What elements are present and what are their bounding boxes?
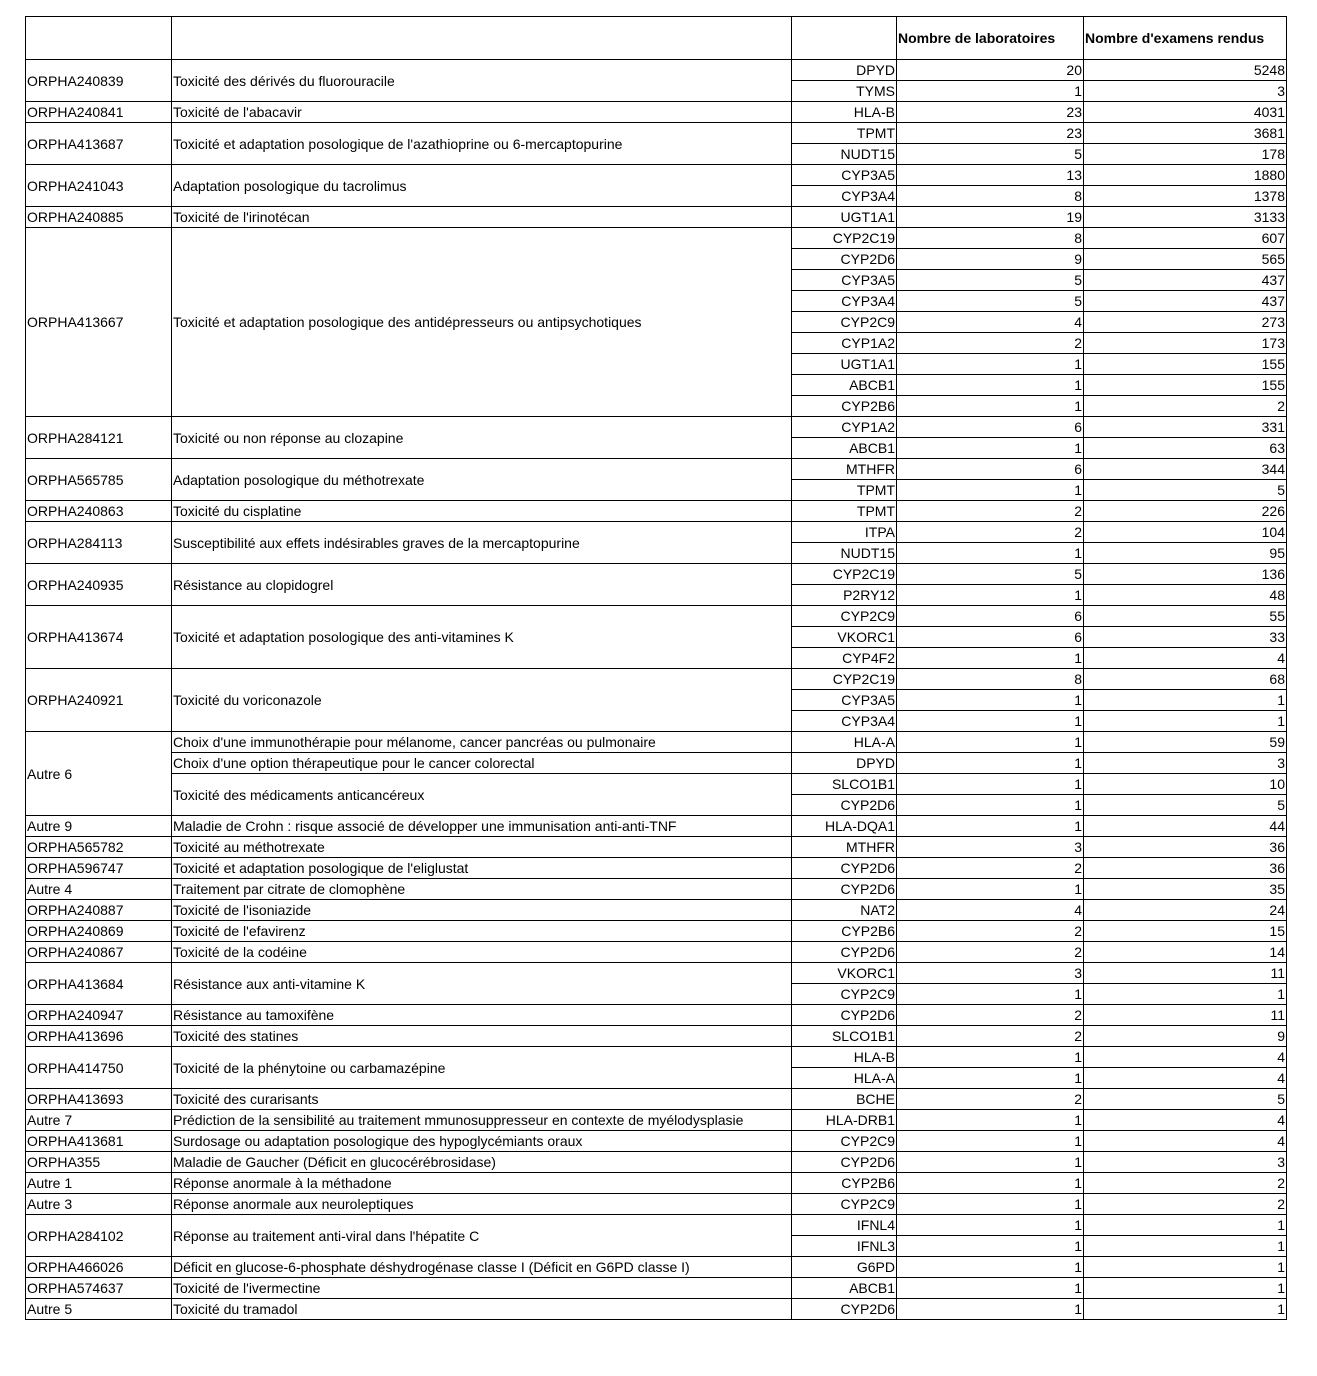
orpha-code: Autre 3 [26, 1194, 172, 1215]
orpha-code: ORPHA284102 [26, 1215, 172, 1257]
exam-count: 33 [1084, 627, 1287, 648]
exam-count: 55 [1084, 606, 1287, 627]
gene-name: CYP3A5 [792, 270, 897, 291]
exam-count: 36 [1084, 837, 1287, 858]
gene-name: UGT1A1 [792, 354, 897, 375]
indication-description: Déficit en glucose-6-phosphate déshydrogénase classe I (Déficit en G6PD classe I) [172, 1257, 792, 1278]
indication-description: Maladie de Gaucher (Déficit en glucocérébrosidase) [172, 1152, 792, 1173]
exam-count: 1 [1084, 984, 1287, 1005]
lab-count: 1 [897, 816, 1084, 837]
orpha-code: ORPHA413693 [26, 1089, 172, 1110]
lab-count: 6 [897, 459, 1084, 480]
table-row [26, 942, 1287, 963]
orpha-code: Autre 9 [26, 816, 172, 837]
indication-description: Toxicité de l'abacavir [172, 102, 792, 123]
lab-count: 1 [897, 1194, 1084, 1215]
exam-count: 4 [1084, 1131, 1287, 1152]
gene-name: CYP3A4 [792, 186, 897, 207]
orpha-code: Autre 7 [26, 1110, 172, 1131]
table-row [26, 1194, 1287, 1215]
indication-description: Prédiction de la sensibilité au traitement mmunosuppresseur en contexte de myélodysplasie [172, 1110, 792, 1131]
gene-name: HLA-A [792, 1068, 897, 1089]
exam-count: 1 [1084, 1215, 1287, 1236]
exam-count: 1 [1084, 1236, 1287, 1257]
lab-count: 1 [897, 795, 1084, 816]
lab-count: 1 [897, 984, 1084, 1005]
exam-count: 4 [1084, 1110, 1287, 1131]
table-row [26, 1152, 1287, 1173]
exam-count: 1 [1084, 1257, 1287, 1278]
lab-count: 9 [897, 249, 1084, 270]
gene-name: BCHE [792, 1089, 897, 1110]
table-row [26, 522, 1287, 543]
gene-name: CYP3A5 [792, 165, 897, 186]
exam-count: 565 [1084, 249, 1287, 270]
exam-count: 331 [1084, 417, 1287, 438]
header-row [26, 17, 1287, 60]
indication-description: Réponse anormale à la méthadone [172, 1173, 792, 1194]
lab-count: 1 [897, 732, 1084, 753]
gene-name: CYP2D6 [792, 1005, 897, 1026]
gene-name: TYMS [792, 81, 897, 102]
orpha-code: ORPHA241043 [26, 165, 172, 207]
exam-count: 5 [1084, 795, 1287, 816]
lab-count: 13 [897, 165, 1084, 186]
lab-count: 1 [897, 1152, 1084, 1173]
lab-count: 8 [897, 228, 1084, 249]
indication-description: Toxicité des statines [172, 1026, 792, 1047]
exam-count: 24 [1084, 900, 1287, 921]
exam-count: 3681 [1084, 123, 1287, 144]
lab-count: 5 [897, 144, 1084, 165]
lab-count: 1 [897, 375, 1084, 396]
indication-description: Surdosage ou adaptation posologique des hypoglycémiants oraux [172, 1131, 792, 1152]
gene-name: CYP2D6 [792, 795, 897, 816]
gene-name: UGT1A1 [792, 207, 897, 228]
header-description [172, 17, 792, 60]
gene-name: VKORC1 [792, 627, 897, 648]
indication-description: Maladie de Crohn : risque associé de développer une immunisation anti-anti-TNF [172, 816, 792, 837]
table-row [26, 1173, 1287, 1194]
lab-count: 1 [897, 1278, 1084, 1299]
gene-name: DPYD [792, 60, 897, 81]
table-row [26, 1278, 1287, 1299]
gene-name: CYP2B6 [792, 921, 897, 942]
lab-count: 1 [897, 543, 1084, 564]
table-row [26, 417, 1287, 438]
exam-count: 178 [1084, 144, 1287, 165]
lab-count: 19 [897, 207, 1084, 228]
orpha-code: ORPHA240841 [26, 102, 172, 123]
indication-description: Toxicité du voriconazole [172, 669, 792, 732]
gene-name: VKORC1 [792, 963, 897, 984]
indication-description: Toxicité et adaptation posologique de l'eliglustat [172, 858, 792, 879]
gene-name: MTHFR [792, 837, 897, 858]
gene-name: CYP1A2 [792, 333, 897, 354]
lab-count: 6 [897, 627, 1084, 648]
indication-description: Toxicité de la codéine [172, 942, 792, 963]
exam-count: 48 [1084, 585, 1287, 606]
lab-count: 1 [897, 354, 1084, 375]
lab-count: 1 [897, 1299, 1084, 1320]
gene-name: CYP2B6 [792, 396, 897, 417]
indication-description: Choix d'une option thérapeutique pour le cancer colorectal [172, 753, 792, 774]
table-row [26, 900, 1287, 921]
lab-count: 1 [897, 879, 1084, 900]
indication-description: Toxicité des dérivés du fluorouracile [172, 60, 792, 102]
orpha-code: ORPHA413667 [26, 228, 172, 417]
orpha-code: ORPHA284113 [26, 522, 172, 564]
indication-description: Adaptation posologique du tacrolimus [172, 165, 792, 207]
lab-count: 1 [897, 396, 1084, 417]
lab-count: 2 [897, 1089, 1084, 1110]
exam-count: 1 [1084, 711, 1287, 732]
table-row [26, 753, 1287, 774]
exam-count: 155 [1084, 354, 1287, 375]
lab-count: 8 [897, 669, 1084, 690]
table-body [26, 60, 1287, 1320]
orpha-code: ORPHA240839 [26, 60, 172, 102]
table-row [26, 501, 1287, 522]
indication-description: Toxicité ou non réponse au clozapine [172, 417, 792, 459]
lab-count: 2 [897, 1005, 1084, 1026]
orpha-code: Autre 1 [26, 1173, 172, 1194]
orpha-code: Autre 4 [26, 879, 172, 900]
gene-name: SLCO1B1 [792, 774, 897, 795]
table-row [26, 606, 1287, 627]
exam-count: 15 [1084, 921, 1287, 942]
exam-count: 1 [1084, 690, 1287, 711]
gene-name: ITPA [792, 522, 897, 543]
gene-name: CYP1A2 [792, 417, 897, 438]
exam-count: 104 [1084, 522, 1287, 543]
lab-count: 5 [897, 564, 1084, 585]
exam-count: 68 [1084, 669, 1287, 690]
lab-count: 1 [897, 438, 1084, 459]
indication-description: Toxicité du tramadol [172, 1299, 792, 1320]
gene-name: CYP4F2 [792, 648, 897, 669]
gene-name: ABCB1 [792, 375, 897, 396]
exam-count: 607 [1084, 228, 1287, 249]
gene-name: CYP2C9 [792, 1194, 897, 1215]
gene-name: NAT2 [792, 900, 897, 921]
gene-name: HLA-DRB1 [792, 1110, 897, 1131]
orpha-code: ORPHA240869 [26, 921, 172, 942]
exam-count: 273 [1084, 312, 1287, 333]
orpha-code: ORPHA240921 [26, 669, 172, 732]
table-row [26, 564, 1287, 585]
table-row [26, 1047, 1287, 1068]
gene-name: CYP2C19 [792, 669, 897, 690]
orpha-code: ORPHA413681 [26, 1131, 172, 1152]
gene-name: CYP2C9 [792, 606, 897, 627]
exam-count: 2 [1084, 1194, 1287, 1215]
lab-count: 23 [897, 102, 1084, 123]
exam-count: 1 [1084, 1278, 1287, 1299]
gene-name: CYP3A4 [792, 711, 897, 732]
orpha-code: ORPHA414750 [26, 1047, 172, 1089]
lab-count: 2 [897, 522, 1084, 543]
gene-name: CYP2D6 [792, 858, 897, 879]
lab-count: 1 [897, 1131, 1084, 1152]
orpha-code: ORPHA413674 [26, 606, 172, 669]
orpha-code: ORPHA413687 [26, 123, 172, 165]
lab-count: 1 [897, 1068, 1084, 1089]
table-row [26, 1005, 1287, 1026]
gene-name: CYP2C19 [792, 228, 897, 249]
lab-count: 1 [897, 1047, 1084, 1068]
gene-name: HLA-B [792, 1047, 897, 1068]
orpha-code: ORPHA284121 [26, 417, 172, 459]
table-row [26, 165, 1287, 186]
indication-description: Traitement par citrate de clomophène [172, 879, 792, 900]
exam-count: 36 [1084, 858, 1287, 879]
exam-count: 437 [1084, 291, 1287, 312]
exam-count: 11 [1084, 963, 1287, 984]
lab-count: 1 [897, 774, 1084, 795]
table-row [26, 837, 1287, 858]
header-gene [792, 17, 897, 60]
orpha-code: ORPHA565782 [26, 837, 172, 858]
exam-count: 4 [1084, 1047, 1287, 1068]
exam-count: 95 [1084, 543, 1287, 564]
table-row [26, 228, 1287, 249]
table-row [26, 1026, 1287, 1047]
indication-description: Toxicité des curarisants [172, 1089, 792, 1110]
pharmacogenetics-table [25, 16, 1287, 1320]
lab-count: 8 [897, 186, 1084, 207]
header-code [26, 17, 172, 60]
lab-count: 23 [897, 123, 1084, 144]
table-row [26, 1131, 1287, 1152]
gene-name: CYP2D6 [792, 1152, 897, 1173]
table-row [26, 1257, 1287, 1278]
orpha-code: ORPHA240947 [26, 1005, 172, 1026]
lab-count: 1 [897, 711, 1084, 732]
table-row [26, 1299, 1287, 1320]
lab-count: 6 [897, 606, 1084, 627]
orpha-code: ORPHA574637 [26, 1278, 172, 1299]
indication-description: Toxicité de l'efavirenz [172, 921, 792, 942]
exam-count: 3 [1084, 753, 1287, 774]
indication-description: Toxicité et adaptation posologique des antidépresseurs ou antipsychotiques [172, 228, 792, 417]
gene-name: CYP2D6 [792, 942, 897, 963]
lab-count: 2 [897, 921, 1084, 942]
indication-description: Toxicité au méthotrexate [172, 837, 792, 858]
exam-count: 1378 [1084, 186, 1287, 207]
orpha-code: ORPHA596747 [26, 858, 172, 879]
indication-description: Toxicité de l'isoniazide [172, 900, 792, 921]
lab-count: 1 [897, 648, 1084, 669]
indication-description: Choix d'une immunothérapie pour mélanome, cancer pancréas ou pulmonaire [172, 732, 792, 753]
table-row [26, 123, 1287, 144]
lab-count: 2 [897, 333, 1084, 354]
indication-description: Toxicité des médicaments anticancéreux [172, 774, 792, 816]
exam-count: 35 [1084, 879, 1287, 900]
orpha-code: ORPHA565785 [26, 459, 172, 501]
exam-count: 9 [1084, 1026, 1287, 1047]
exam-count: 63 [1084, 438, 1287, 459]
indication-description: Toxicité du cisplatine [172, 501, 792, 522]
exam-count: 155 [1084, 375, 1287, 396]
orpha-code: ORPHA240863 [26, 501, 172, 522]
exam-count: 59 [1084, 732, 1287, 753]
lab-count: 1 [897, 81, 1084, 102]
gene-name: HLA-A [792, 732, 897, 753]
gene-name: G6PD [792, 1257, 897, 1278]
orpha-code: ORPHA413684 [26, 963, 172, 1005]
header-exam-count: Nombre d'examens rendus [1084, 17, 1287, 60]
lab-count: 1 [897, 1215, 1084, 1236]
table-row [26, 669, 1287, 690]
table-row [26, 774, 1287, 795]
exam-count: 5248 [1084, 60, 1287, 81]
lab-count: 5 [897, 291, 1084, 312]
gene-name: CYP2C9 [792, 984, 897, 1005]
gene-name: CYP3A5 [792, 690, 897, 711]
exam-count: 173 [1084, 333, 1287, 354]
exam-count: 14 [1084, 942, 1287, 963]
table-row [26, 102, 1287, 123]
exam-count: 226 [1084, 501, 1287, 522]
table-row [26, 879, 1287, 900]
exam-count: 4031 [1084, 102, 1287, 123]
indication-description: Résistance au tamoxifène [172, 1005, 792, 1026]
lab-count: 3 [897, 837, 1084, 858]
gene-name: TPMT [792, 480, 897, 501]
table-row [26, 858, 1287, 879]
lab-count: 4 [897, 312, 1084, 333]
exam-count: 3133 [1084, 207, 1287, 228]
gene-name: CYP2C9 [792, 1131, 897, 1152]
gene-name: CYP2C9 [792, 312, 897, 333]
gene-name: CYP3A4 [792, 291, 897, 312]
indication-description: Toxicité de l'ivermectine [172, 1278, 792, 1299]
exam-count: 2 [1084, 396, 1287, 417]
indication-description: Résistance aux anti-vitamine K [172, 963, 792, 1005]
table-row [26, 732, 1287, 753]
exam-count: 5 [1084, 480, 1287, 501]
exam-count: 10 [1084, 774, 1287, 795]
lab-count: 1 [897, 480, 1084, 501]
indication-description: Résistance au clopidogrel [172, 564, 792, 606]
header-lab-count: Nombre de laboratoires [897, 17, 1084, 60]
table-row [26, 921, 1287, 942]
exam-count: 5 [1084, 1089, 1287, 1110]
gene-name: IFNL4 [792, 1215, 897, 1236]
gene-name: ABCB1 [792, 1278, 897, 1299]
orpha-code: Autre 5 [26, 1299, 172, 1320]
exam-count: 344 [1084, 459, 1287, 480]
gene-name: HLA-B [792, 102, 897, 123]
gene-name: CYP2B6 [792, 1173, 897, 1194]
table-row [26, 1215, 1287, 1236]
lab-count: 3 [897, 963, 1084, 984]
orpha-code: ORPHA413696 [26, 1026, 172, 1047]
exam-count: 136 [1084, 564, 1287, 585]
indication-description: Toxicité de l'irinotécan [172, 207, 792, 228]
lab-count: 1 [897, 753, 1084, 774]
gene-name: CYP2D6 [792, 879, 897, 900]
exam-count: 2 [1084, 1173, 1287, 1194]
gene-name: MTHFR [792, 459, 897, 480]
gene-name: CYP2D6 [792, 1299, 897, 1320]
exam-count: 44 [1084, 816, 1287, 837]
orpha-code: ORPHA240867 [26, 942, 172, 963]
gene-name: CYP2D6 [792, 249, 897, 270]
lab-count: 1 [897, 1236, 1084, 1257]
exam-count: 437 [1084, 270, 1287, 291]
lab-count: 2 [897, 858, 1084, 879]
gene-name: NUDT15 [792, 543, 897, 564]
lab-count: 4 [897, 900, 1084, 921]
lab-count: 2 [897, 501, 1084, 522]
indication-description: Réponse anormale aux neuroleptiques [172, 1194, 792, 1215]
indication-description: Susceptibilité aux effets indésirables graves de la mercaptopurine [172, 522, 792, 564]
orpha-code: ORPHA355 [26, 1152, 172, 1173]
gene-name: TPMT [792, 123, 897, 144]
orpha-code: ORPHA466026 [26, 1257, 172, 1278]
table-row [26, 1110, 1287, 1131]
gene-name: HLA-DQA1 [792, 816, 897, 837]
gene-name: IFNL3 [792, 1236, 897, 1257]
lab-count: 1 [897, 1110, 1084, 1131]
exam-count: 3 [1084, 81, 1287, 102]
table-row [26, 207, 1287, 228]
orpha-code: ORPHA240935 [26, 564, 172, 606]
gene-name: TPMT [792, 501, 897, 522]
gene-name: DPYD [792, 753, 897, 774]
exam-count: 4 [1084, 1068, 1287, 1089]
orpha-code: Autre 6 [26, 732, 172, 816]
lab-count: 5 [897, 270, 1084, 291]
lab-count: 2 [897, 1026, 1084, 1047]
exam-count: 11 [1084, 1005, 1287, 1026]
gene-name: CYP2C19 [792, 564, 897, 585]
lab-count: 1 [897, 690, 1084, 711]
lab-count: 1 [897, 1257, 1084, 1278]
table-row [26, 60, 1287, 81]
table-row [26, 816, 1287, 837]
gene-name: NUDT15 [792, 144, 897, 165]
lab-count: 1 [897, 585, 1084, 606]
orpha-code: ORPHA240885 [26, 207, 172, 228]
table-row [26, 1089, 1287, 1110]
exam-count: 4 [1084, 648, 1287, 669]
exam-count: 1 [1084, 1299, 1287, 1320]
exam-count: 3 [1084, 1152, 1287, 1173]
exam-count: 1880 [1084, 165, 1287, 186]
table-row [26, 459, 1287, 480]
indication-description: Toxicité et adaptation posologique des anti-vitamines K [172, 606, 792, 669]
lab-count: 6 [897, 417, 1084, 438]
indication-description: Réponse au traitement anti-viral dans l'hépatite C [172, 1215, 792, 1257]
lab-count: 1 [897, 1173, 1084, 1194]
indication-description: Adaptation posologique du méthotrexate [172, 459, 792, 501]
lab-count: 20 [897, 60, 1084, 81]
lab-count: 2 [897, 942, 1084, 963]
gene-name: ABCB1 [792, 438, 897, 459]
table-row [26, 963, 1287, 984]
orpha-code: ORPHA240887 [26, 900, 172, 921]
indication-description: Toxicité de la phénytoine ou carbamazépine [172, 1047, 792, 1089]
indication-description: Toxicité et adaptation posologique de l'azathioprine ou 6-mercaptopurine [172, 123, 792, 165]
gene-name: P2RY12 [792, 585, 897, 606]
gene-name: SLCO1B1 [792, 1026, 897, 1047]
